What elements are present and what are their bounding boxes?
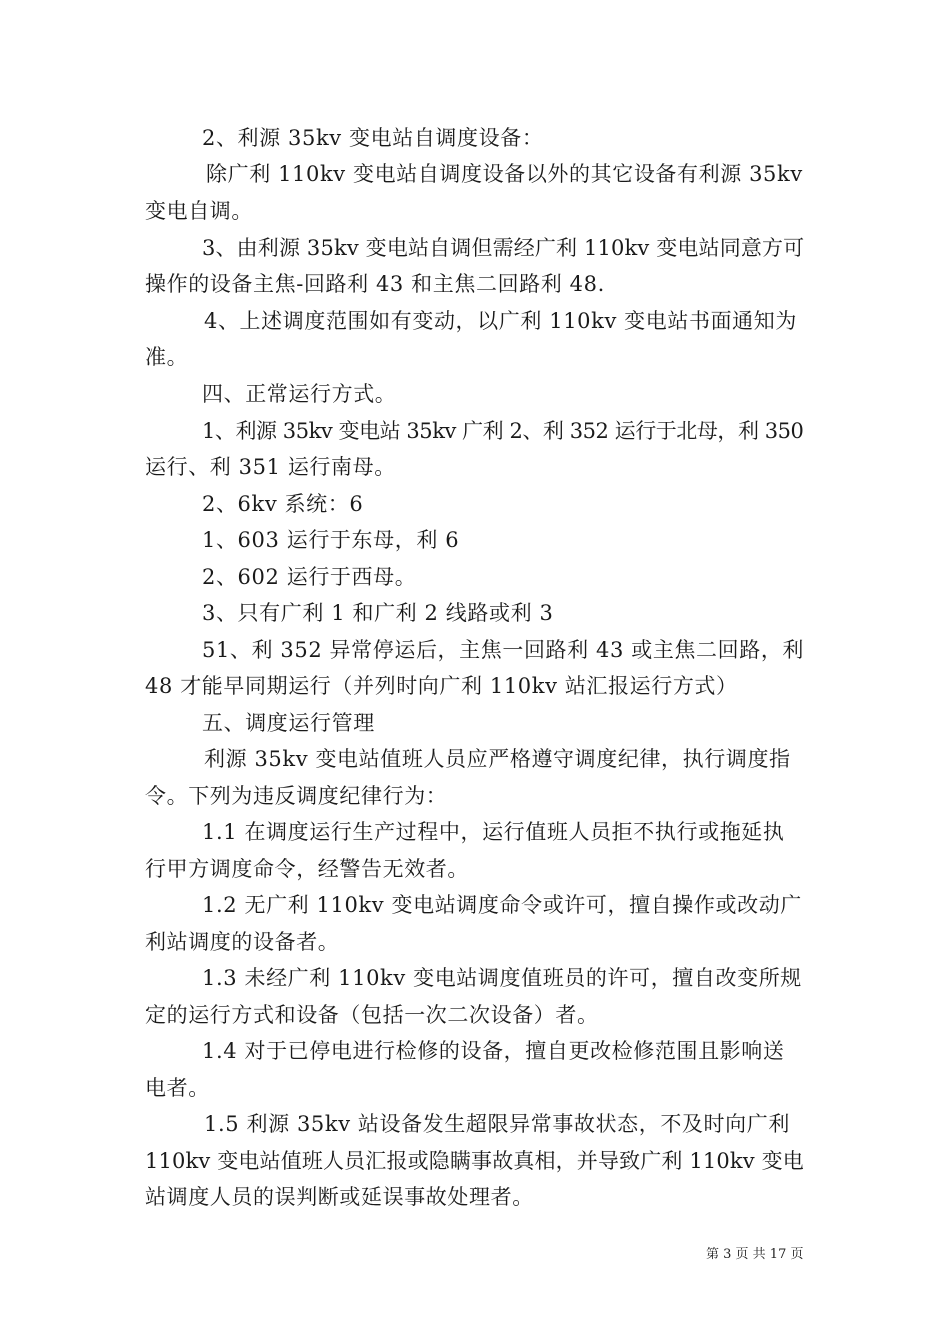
text-line: 令。下列为违反调度纪律行为： (145, 784, 448, 808)
text-line: 1.1 在调度运行生产过程中，运行值班人员拒不执行或拖延执 (202, 820, 785, 844)
text-line: 51、利 352 异常停运后，主焦一回路利 43 或主焦二回路，利 (202, 638, 805, 662)
text-line: 4、上述调度范围如有变动，以广利 110kv 变电站书面通知为 (204, 309, 797, 333)
text-line: 2、602 运行于西母。 (202, 565, 417, 589)
page-number-footer: 第 3 页 共 17 页 (706, 1247, 804, 1262)
text-line: 除广利 110kv 变电站自调度设备以外的其它设备有利源 35kv (206, 162, 803, 186)
text-line: 利站调度的设备者。 (145, 930, 340, 954)
text-line: 准。 (145, 345, 189, 369)
section-heading: 五、调度运行管理 (202, 711, 375, 735)
text-line: 1.2 无广利 110kv 变电站调度命令或许可，擅自操作或改动广 (202, 893, 802, 917)
text-line: 1.3 未经广利 110kv 变电站调度值班员的许可，擅自改变所规 (202, 966, 802, 990)
text-line: 1、利源 35kv 变电站 35kv 广利 2、利 352 运行于北母，利 350 (202, 419, 804, 443)
text-line: 110kv 变电站值班人员汇报或隐瞒事故真相，并导致广利 110kv 变电 (145, 1149, 804, 1173)
text-line: 运行、利 351 运行南母。 (145, 455, 396, 479)
section-heading: 四、正常运行方式。 (202, 382, 397, 406)
text-line: 1、603 运行于东母，利 6 (202, 528, 460, 552)
text-line: 操作的设备主焦-回路利 43 和主焦二回路利 48. (145, 272, 605, 296)
text-line: 3、只有广利 1 和广利 2 线路或利 3 (202, 601, 554, 625)
text-line: 3、由利源 35kv 变电站自调但需经广利 110kv 变电站同意方可 (202, 236, 805, 260)
text-line: 1.5 利源 35kv 站设备发生超限异常事故状态，不及时向广利 (204, 1112, 790, 1136)
text-line: 2、6kv 系统：6 (202, 492, 364, 516)
text-line: 定的运行方式和设备（包括一次二次设备）者。 (145, 1003, 599, 1027)
text-line: 1.4 对于已停电进行检修的设备，擅自更改检修范围且影响送 (202, 1039, 785, 1063)
text-line: 2、利源 35kv 变电站自调度设备： (202, 126, 544, 150)
text-line: 行甲方调度命令，经警告无效者。 (145, 857, 469, 881)
text-line: 利源 35kv 变电站值班人员应严格遵守调度纪律，执行调度指 (204, 747, 791, 771)
text-line: 站调度人员的误判断或延误事故处理者。 (145, 1185, 534, 1209)
text-line: 电者。 (145, 1076, 210, 1100)
text-line: 变电自调。 (145, 199, 253, 223)
text-line: 48 才能早同期运行（并列时向广利 110kv 站汇报运行方式） (145, 674, 738, 698)
